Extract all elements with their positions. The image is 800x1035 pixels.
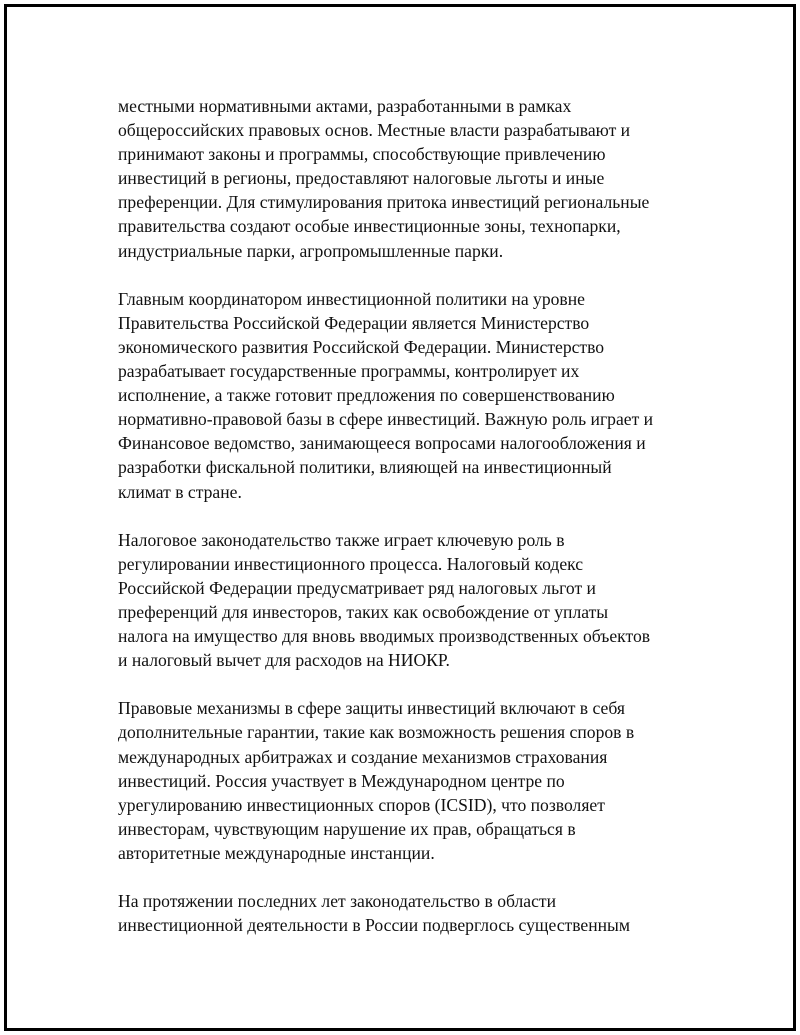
text-line: Правовые механизмы в сфере защиты инвестиций включают в себя	[118, 698, 625, 719]
text-line: Российской Федерации предусматривает ряд налоговых льгот и	[118, 577, 596, 598]
text-line: правительства создают особые инвестиционные зоны, технопарки,	[118, 216, 621, 237]
text-line: Правительства Российской Федерации является Министерство	[118, 312, 590, 333]
text-line: дополнительные гарантии, такие как возможность решения споров в	[118, 722, 635, 743]
text-line: инвестиций. Россия участвует в Международном центре по	[118, 770, 565, 791]
text-line: инвестиционной деятельности в России подверглось существенным	[118, 915, 631, 936]
paragraph-regional-authorities	[118, 94, 698, 263]
text-line: авторитетные международные инстанции.	[118, 842, 435, 863]
text-line: исполнение, а также готовит предложения по совершенствованию	[118, 385, 615, 406]
text-line: инвестиций в регионы, предоставляют налоговые льготы и иные	[118, 168, 605, 189]
text-line: преференции. Для стимулирования притока инвестиций региональные	[118, 192, 650, 213]
paragraph-tax-legislation	[118, 528, 698, 673]
text-line: Главным координатором инвестиционной политики на уровне	[118, 288, 585, 309]
text-line: принимают законы и программы, способствующие привлечению	[118, 144, 606, 165]
text-line: преференций для инвесторов, таких как освобождение от уплаты	[118, 601, 609, 622]
text-line: и налоговый вычет для расходов на НИОКР.	[118, 650, 450, 671]
text-line: На протяжении последних лет законодательство в области	[118, 891, 557, 912]
text-line: Финансовое ведомство, занимающееся вопросами налогообложения и	[118, 433, 646, 454]
text-line: международных арбитражах и создание механизмов страхования	[118, 746, 608, 767]
text-line: индустриальные парки, агропромышленные парки.	[118, 240, 504, 261]
document-body	[118, 94, 698, 961]
text-line: налога на имущество для вновь вводимых производственных объектов	[118, 626, 651, 647]
text-line: общероссийских правовых основ. Местные власти разрабатывают и	[118, 120, 631, 141]
paragraph-ministry-coordination	[118, 287, 698, 504]
text-line: урегулированию инвестиционных споров (ICSID), что позволяет	[118, 794, 605, 815]
text-line: климат в стране.	[118, 481, 242, 502]
text-line: инвесторам, чувствующим нарушение их прав, обращаться в	[118, 818, 576, 839]
text-line: разработки фискальной политики, влияющей на инвестиционный	[118, 457, 612, 478]
text-line: Налоговое законодательство также играет ключевую роль в	[118, 529, 565, 550]
text-line: регулировании инвестиционного процесса. Налоговый кодекс	[118, 553, 584, 574]
paragraph-investment-protection	[118, 696, 698, 865]
paragraph-recent-changes	[118, 889, 698, 937]
text-line: местными нормативными актами, разработанными в рамках	[118, 96, 572, 116]
text-line: разрабатывает государственные программы, контролирует их	[118, 361, 580, 382]
text-line: экономического развития Российской Федерации. Министерство	[118, 336, 605, 357]
text-line: нормативно-правовой базы в сфере инвестиций. Важную роль играет и	[118, 409, 654, 430]
